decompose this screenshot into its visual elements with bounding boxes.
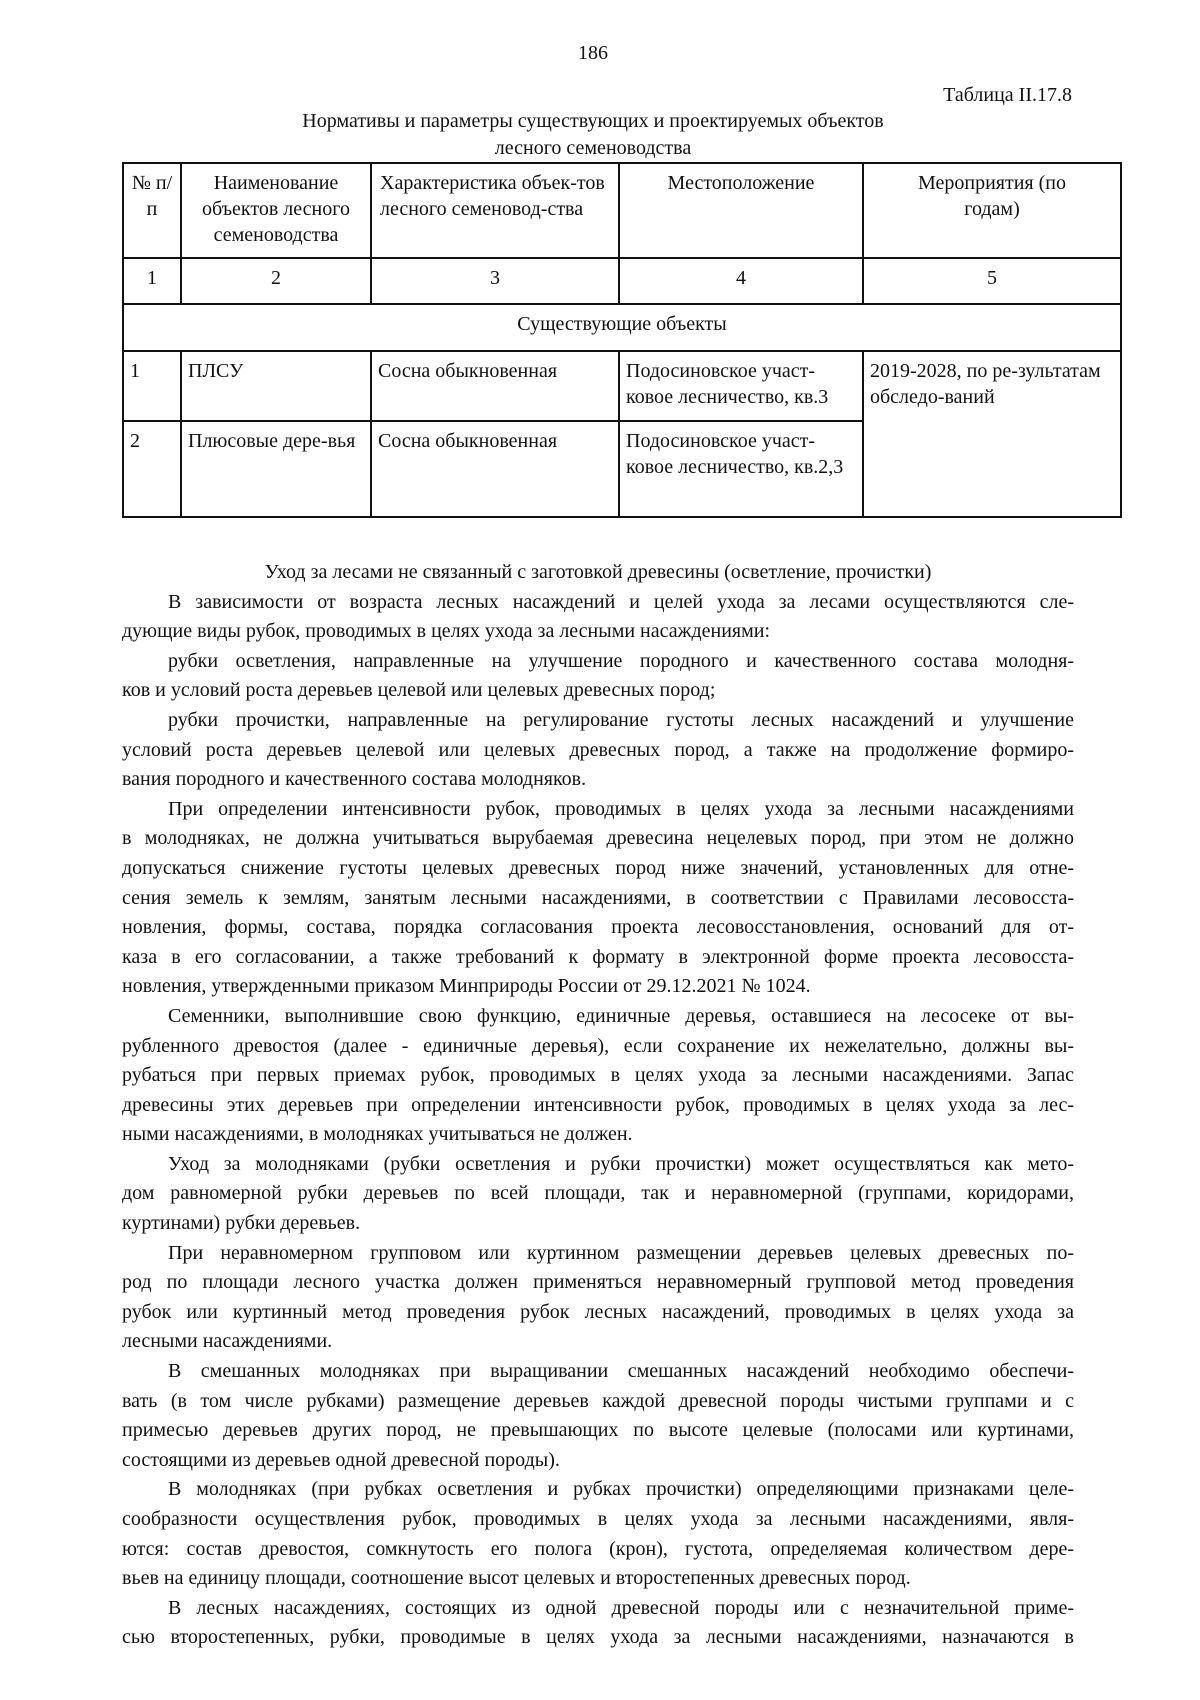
paragraph — [122, 1239, 1074, 1357]
text-line: сообразности осуществления рубок, проводимых в целях ухода за лесными насаждениями, явля- — [122, 1508, 1074, 1530]
text-line: В смешанных молодняках при выращивании смешанных насаждений необходимо обеспечи- — [168, 1360, 1074, 1383]
text-line: ными насаждениями, в молодняках учитываться не должен. — [122, 1123, 633, 1146]
text-line: рубленного древостоя (далее - единичные деревья), если сохранение их нежелательно, должны вы- — [122, 1034, 1074, 1057]
text-line: рубки прочистки, направленные на регулирование густоты лесных насаждений и улучшение — [168, 708, 1074, 731]
header-cell: Наименование объектов лесного семеноводства — [181, 163, 371, 258]
table-row — [123, 351, 1121, 421]
text-line: допускаться снижение густоты целевых древесных пород ниже значений, установленных для отне- — [122, 856, 1074, 879]
paragraph — [122, 1150, 1074, 1239]
text-line: При неравномерном групповом или куртинном размещении деревьев целевых древесных по- — [168, 1241, 1074, 1264]
text-line: род по площади лесного участка должен применяться неравномерный групповой метод проведения — [122, 1271, 1074, 1294]
table-title-line: Нормативы и параметры существующих и проектируемых объектов — [302, 110, 884, 132]
text-line: условий роста деревьев целевой или целевых древесных пород, а также на продолжение формиро- — [122, 738, 1074, 761]
text-line: в молодняках, не должна учитываться вырубаемая древесина нецелевых пород, при этом не должно — [122, 827, 1074, 850]
page-number: 186 — [578, 42, 608, 64]
text-line: новления, утвержденными приказом Минприроды России от 29.12.2021 № 1024. — [122, 975, 811, 998]
header-cell: № п/п — [123, 163, 181, 258]
column-number: 4 — [619, 258, 863, 304]
text-line: рубаться при первых приемах рубок, проводимых в целях ухода за лесными насаждениями. Запас — [122, 1064, 1074, 1087]
text-line: примесью деревьев других пород, не превышающих по высоте целевые (полосами или куртинами, — [122, 1419, 1074, 1442]
text-line: ются: состав древостоя, сомкнутость его полога (крон), густота, определяемая количеством дере- — [122, 1537, 1074, 1560]
column-number-row — [123, 258, 1121, 304]
text-line: каза в его согласовании, а также требований к формату в электронной форме проекта лесовосста- — [122, 945, 1074, 968]
text-line: дом равномерной рубки деревьев по всей площади, так и неравномерной (группами, коридорами, — [122, 1182, 1074, 1205]
text-line: вать (в том числе рубками) размещение деревьев каждой древесной породы чистыми группами и с — [122, 1389, 1074, 1412]
object-name: ПЛСУ — [181, 351, 371, 421]
table-title — [120, 108, 1066, 162]
text-line: рубок или куртинный метод проведения рубок лесных насаждений, проводимых в целях ухода за — [122, 1300, 1074, 1323]
column-number: 2 — [181, 258, 371, 304]
object-location: Подосиновское участ-ковое лесничество, кв.3 — [619, 351, 863, 421]
paragraph — [122, 795, 1074, 1002]
object-events: 2019-2028, по ре-зультатам обследо-ваний — [863, 351, 1121, 517]
object-location: Подосиновское участ-ковое лесничество, кв.2,3 — [619, 421, 863, 517]
section-heading: Уход за лесами не связанный с заготовкой древесины (осветление, прочистки) — [264, 561, 932, 583]
row-number: 2 — [123, 421, 181, 517]
table-header-row — [123, 163, 1121, 258]
text-line: В лесных насаждениях, состоящих из одной древесной породы или с незначительной приме- — [168, 1596, 1074, 1619]
row-number: 1 — [123, 351, 181, 421]
text-line: состоящими из деревьев одной древесной породы). — [122, 1448, 560, 1471]
text-line: ков и условий роста деревьев целевой или целевых древесных пород; — [122, 679, 716, 702]
paragraph — [122, 588, 1074, 647]
paragraph — [122, 1357, 1074, 1475]
header-cell: Мероприятия (по годам) — [863, 163, 1121, 258]
text-line: куртинами) рубки деревьев. — [122, 1212, 361, 1235]
text-line: В зависимости от возраста лесных насаждений и целей ухода за лесами осуществляются сле- — [168, 590, 1074, 613]
column-number: 3 — [371, 258, 619, 304]
paragraph — [122, 1475, 1074, 1593]
table-title-line: лесного семеноводства — [494, 137, 692, 159]
text-line: вьев на единицу площади, соотношение высот целевых и второстепенных древесных пород. — [122, 1567, 911, 1590]
text-line: Уход за молодняками (рубки осветления и рубки прочистки) может осуществляться как мето- — [168, 1152, 1074, 1175]
text-line: новления, формы, состава, порядка согласования проекта лесовосстановления, оснований для от- — [122, 916, 1074, 939]
column-number: 1 — [123, 258, 181, 304]
text-line: вания породного и качественного состава молодняков. — [122, 768, 587, 791]
text-line: Семенники, выполнившие свою функцию, единичные деревья, оставшиеся на лесосеке от вы- — [168, 1004, 1074, 1027]
paragraph — [122, 1594, 1074, 1653]
table-label: Таблица II.17.8 — [943, 84, 1072, 106]
header-cell: Местоположение — [619, 163, 863, 258]
text-line: сью второстепенных, рубки, проводимые в целях ухода за лесными насаждениями, назначаются в — [122, 1626, 1074, 1649]
paragraph — [122, 647, 1074, 706]
column-number: 5 — [863, 258, 1121, 304]
object-name: Плюсовые дере-вья — [181, 421, 371, 517]
text-line: древесины этих деревьев при определении интенсивности рубок, проводимых в целях ухода за лес- — [122, 1093, 1074, 1116]
text-line: В молодняках (при рубках осветления и рубках прочистки) определяющими признаками целе- — [168, 1478, 1074, 1501]
header-cell: Характеристика объек-тов лесного семеновод-ства — [371, 163, 619, 258]
section-row — [123, 304, 1121, 351]
text-line: дующие виды рубок, проводимых в целях ухода за лесными насаждениями: — [122, 620, 771, 643]
text-line: рубки осветления, направленные на улучшение породного и качественного состава молодня- — [168, 649, 1074, 672]
object-characteristic: Сосна обыкновенная — [371, 351, 619, 421]
text-line: При определении интенсивности рубок, проводимых в целях ухода за лесными насаждениями — [168, 797, 1074, 820]
text-line: сения земель к землям, занятым лесными насаждениями, в соответствии с Правилами лесовосста- — [122, 886, 1074, 909]
body-text — [122, 558, 1074, 1653]
object-characteristic: Сосна обыкновенная — [371, 421, 619, 517]
seed-objects-table — [122, 162, 1122, 518]
paragraph — [122, 1002, 1074, 1150]
paragraph — [122, 706, 1074, 795]
section-title: Существующие объекты — [123, 304, 1121, 351]
text-line: лесными насаждениями. — [122, 1330, 333, 1353]
